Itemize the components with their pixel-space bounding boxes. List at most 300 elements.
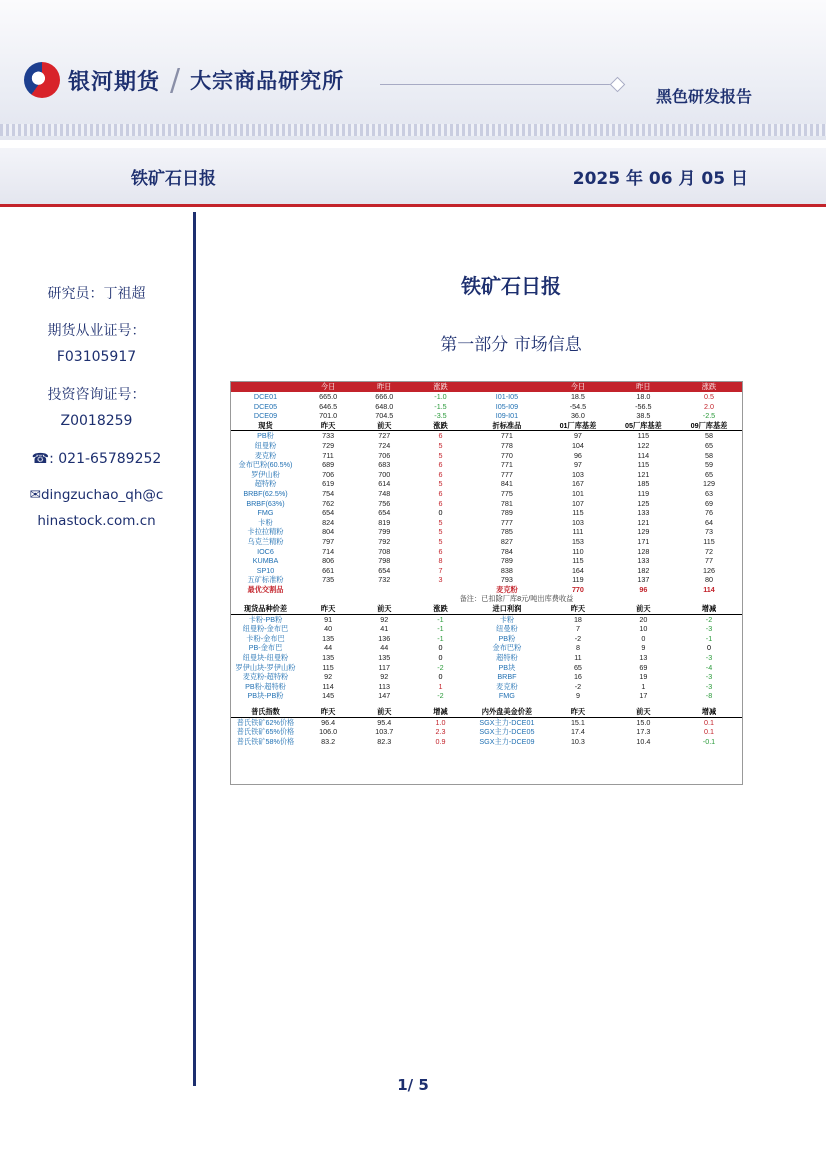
table-cell: -1: [705, 633, 713, 643]
table-cell: 119: [572, 575, 584, 585]
table-cell: [412, 585, 468, 595]
table-cell: 9: [575, 691, 580, 701]
table-cell: 115: [572, 556, 584, 566]
table-row: [231, 663, 742, 673]
table-row: [231, 566, 742, 576]
table-header-row: [231, 382, 742, 392]
email-line-2: hinastock.com.cn: [37, 513, 156, 529]
column-header: 今日: [300, 382, 356, 392]
page-number: 1/ 5: [397, 1076, 429, 1094]
table-cell: 101: [571, 488, 584, 498]
table-cell: -2: [437, 662, 444, 672]
table-cell: 纽曼粉: [254, 440, 277, 450]
table-cell: 113: [378, 681, 391, 691]
table-cell: 777: [500, 517, 513, 527]
table-cell: 97: [573, 460, 582, 470]
table-cell: 103: [571, 469, 584, 479]
table-cell: 789: [500, 556, 513, 566]
table-cell: I01-I05: [495, 392, 519, 401]
table-cell: 97: [573, 431, 582, 441]
table-cell: 182: [637, 565, 650, 575]
table-row: [231, 737, 742, 747]
table-cell: 781: [500, 498, 513, 508]
table-cell: 卡粉: [258, 517, 273, 527]
table-cell: 135: [322, 653, 335, 663]
table-row: [231, 547, 742, 557]
table-cell: 0.1: [704, 717, 714, 727]
table-cell: 770: [571, 584, 584, 594]
note-row: [231, 594, 742, 604]
table-cell: 普氏铁矿65%价格: [236, 727, 295, 737]
table-row: [231, 451, 742, 461]
table-cell: 5: [438, 479, 443, 489]
report-date: 2025 年 06 月 05 日: [572, 169, 748, 189]
table-cell: 麦克粉: [496, 681, 518, 691]
table-cell: 6: [438, 460, 443, 470]
table-row: [231, 634, 742, 644]
table-cell: -1: [437, 624, 444, 634]
table-cell: 798: [378, 556, 391, 566]
table-cell: 827: [500, 536, 513, 546]
table-cell: -8: [705, 691, 713, 701]
table-cell: 129: [637, 527, 650, 537]
table-header-row: [231, 421, 742, 431]
table-cell: 10: [639, 624, 648, 634]
column-header: 前天: [611, 707, 676, 717]
table-row: [231, 470, 742, 480]
table-cell: 706: [322, 469, 335, 479]
table-cell: 706: [378, 450, 391, 460]
table-cell: SGX主力-DCE05: [479, 727, 535, 737]
table-cell: 153: [571, 536, 584, 546]
table-cell: 63: [705, 488, 713, 498]
galaxy-logo-icon: [24, 62, 60, 98]
column-header: 今日: [545, 382, 610, 392]
table-cell: 20: [639, 614, 648, 624]
table-cell: 770: [500, 450, 513, 460]
table-cell: 115: [703, 536, 715, 546]
table-cell: -56.5: [635, 401, 652, 411]
table-cell: -1: [437, 614, 444, 624]
table-cell: 185: [637, 479, 650, 489]
table-row: [231, 624, 742, 634]
table-cell: PB-金布巴: [248, 643, 283, 653]
table-cell: 171: [637, 536, 650, 546]
table-row: [231, 460, 742, 470]
table-cell: BRBF(63%): [246, 498, 285, 508]
table-cell: 133: [637, 508, 650, 518]
table-cell: 0: [438, 643, 443, 653]
table-cell: 96: [573, 450, 582, 460]
table-cell: 麦克粉-超特粉: [242, 672, 289, 682]
table-cell: 654: [322, 508, 335, 518]
table-cell: 1.0: [435, 717, 446, 727]
table-cell: 18.0: [636, 392, 651, 401]
table-cell: 729: [322, 440, 335, 450]
table-cell: 754: [322, 488, 335, 498]
table-cell: 18: [573, 614, 582, 624]
table-cell: 136: [378, 633, 391, 643]
invest-cert: Z0018259: [60, 413, 133, 429]
table-cell: 65: [573, 662, 582, 672]
table-cell: 128: [637, 546, 650, 556]
table-header-row: [231, 707, 742, 717]
table-row: [231, 556, 742, 566]
company-logo: [24, 62, 344, 98]
table-cell: [356, 585, 412, 595]
table-cell: 58: [705, 431, 713, 441]
table-cell: 115: [572, 508, 584, 518]
table-cell: 733: [322, 431, 335, 441]
table-row: [231, 402, 742, 412]
table-cell: 167: [571, 479, 584, 489]
table-cell: 卡粉: [499, 614, 515, 624]
table-cell: 9: [641, 643, 646, 653]
table-cell: 646.5: [319, 401, 338, 411]
table-row: [231, 489, 742, 499]
table-cell: BRBF(62.5%): [243, 488, 288, 498]
table-cell: 69: [705, 498, 713, 508]
table-cell: 0.9: [435, 736, 446, 746]
table-cell: 69: [639, 662, 648, 672]
document-title: 铁矿石日报: [461, 274, 561, 298]
table-cell: 36.0: [570, 411, 585, 421]
table-cell: 纽曼粉-金布巴: [242, 624, 289, 634]
table-cell: 83.2: [321, 736, 336, 746]
column-header: 前天: [356, 604, 412, 614]
table-cell: SGX主力-DCE09: [479, 736, 535, 746]
column-header: 涨跌: [676, 382, 742, 392]
table-row: [231, 653, 742, 663]
table-cell: 115: [637, 460, 650, 470]
table-cell: 40: [324, 624, 333, 634]
table-cell: 92: [380, 614, 389, 624]
table-cell: -1.5: [434, 401, 447, 411]
table-cell: 819: [378, 517, 391, 527]
table-cell: 91: [324, 614, 333, 624]
table-cell: 普氏铁矿58%价格: [236, 736, 295, 746]
table-cell: 5: [438, 440, 443, 450]
table-cell: 纽曼块-纽曼粉: [242, 653, 289, 663]
table-cell: 5: [438, 450, 443, 460]
table-cell: I05-I09: [495, 401, 519, 411]
table-cell: 44: [324, 643, 333, 653]
column-header: 前天: [356, 707, 412, 717]
table-cell: 838: [500, 565, 513, 575]
table-cell: 137: [637, 575, 650, 585]
table-cell: 775: [500, 488, 513, 498]
table-cell: 卡粉-PB粉: [248, 614, 283, 624]
table-row: [231, 537, 742, 547]
table-cell: 8: [438, 556, 443, 566]
table-cell: -0.1: [702, 736, 716, 746]
table-cell: 罗伊山块-罗伊山粉: [235, 662, 296, 672]
table-cell: FMG: [498, 691, 515, 701]
table-cell: -1.0: [434, 392, 447, 401]
table-cell: 0: [438, 653, 443, 663]
table-cell: 6: [438, 546, 443, 556]
table-row: [231, 717, 742, 727]
table-cell: 111: [572, 527, 584, 537]
table-cell: 661: [322, 565, 335, 575]
table-cell: 卡粉-金布巴: [246, 633, 285, 643]
column-header: 增减: [412, 707, 468, 717]
table-row: [231, 682, 742, 692]
table-cell: 6: [438, 488, 443, 498]
table-cell: DCE09: [253, 411, 278, 421]
table-cell: 麦克粉: [496, 584, 518, 594]
email-line-1: ✉dingzuchao_qh@c: [29, 487, 164, 503]
table-cell: 724: [378, 440, 391, 450]
table-cell: SP10: [256, 565, 275, 575]
table-cell: 15.1: [570, 717, 585, 727]
table-cell: 80: [705, 575, 713, 585]
table-cell: 96.4: [321, 717, 336, 727]
table-cell: 5: [438, 536, 443, 546]
table-cell: 735: [322, 575, 335, 585]
table-cell: 104: [571, 440, 584, 450]
table-cell: 金布巴粉(60.5%): [238, 460, 293, 470]
table-cell: 7: [575, 624, 580, 634]
column-header: 增减: [676, 604, 742, 614]
header-stripes: [0, 124, 826, 136]
table-cell: 806: [322, 556, 335, 566]
table-cell: 6: [438, 469, 443, 479]
table-cell: 卡拉拉精粉: [247, 527, 284, 537]
column-header: 昨天: [545, 707, 610, 717]
table-cell: 129: [703, 479, 715, 489]
table-cell: KUMBA: [252, 556, 279, 566]
column-header: 前天: [356, 421, 412, 431]
table-cell: 11: [574, 653, 582, 663]
table-cell: 0: [641, 633, 646, 643]
table-cell: 106.0: [319, 727, 338, 737]
table-cell: 82.3: [377, 736, 392, 746]
table-cell: 824: [322, 517, 335, 527]
table-cell: 110: [572, 546, 584, 556]
table-cell: 0: [438, 672, 443, 682]
table-cell: 41: [380, 624, 389, 634]
report-title: 铁矿石日报: [131, 169, 216, 189]
table-cell: 126: [703, 565, 715, 575]
table-cell: 超特粉: [496, 653, 518, 663]
table-cell: 纽曼粉: [496, 624, 518, 634]
table-cell: 103.7: [375, 727, 394, 737]
table-cell: 121: [637, 469, 650, 479]
table-cell: 689: [322, 460, 335, 470]
table-cell: 125: [637, 498, 650, 508]
table-cell: 38.5: [636, 411, 651, 421]
table-cell: 114: [703, 584, 715, 594]
table-cell: 107: [571, 498, 584, 508]
best-delivery-label: 最优交割品: [247, 584, 284, 594]
table-cell: FMG: [257, 508, 274, 518]
table-cell: PB粉: [498, 633, 516, 643]
table-cell: 793: [500, 575, 513, 585]
table-row: [231, 691, 742, 701]
column-header: 现货: [231, 421, 300, 431]
table-cell: 58: [705, 450, 713, 460]
table-cell: 10.3: [570, 736, 585, 746]
table-cell: 804: [322, 527, 335, 537]
title-bar-rule: [0, 204, 826, 207]
table-cell: 147: [378, 691, 391, 701]
table-row: [231, 479, 742, 489]
table-cell: 96: [639, 584, 648, 594]
table-cell: 122: [637, 440, 650, 450]
table-cell: 133: [637, 556, 650, 566]
table-cell: -3: [705, 672, 713, 682]
table-cell: -3: [705, 681, 713, 691]
table-cell: [300, 585, 356, 595]
table-cell: 683: [378, 460, 391, 470]
table-cell: 6: [438, 498, 443, 508]
table-cell: 五矿标准粉: [247, 575, 284, 585]
table-note: 备注：已扣除厂库8元/吨出库费收益: [459, 594, 574, 604]
table-cell: 797: [322, 536, 335, 546]
table-cell: 超特粉: [254, 479, 277, 489]
report-type: 黑色研发报告: [655, 87, 752, 106]
table-cell: 3: [438, 575, 443, 585]
table-cell: 164: [571, 565, 584, 575]
column-header: 昨日: [356, 382, 412, 392]
table-cell: 666.0: [375, 392, 394, 401]
table-cell: 1: [641, 681, 646, 691]
table-cell: -3: [705, 624, 713, 634]
table-cell: 72: [705, 546, 713, 556]
table-cell: 648.0: [375, 401, 394, 411]
table-row: [231, 441, 742, 451]
table-cell: 19: [639, 672, 648, 682]
column-header: 昨天: [545, 604, 610, 614]
column-header: 折标准品: [469, 421, 546, 431]
table-cell: 711: [322, 450, 334, 460]
table-row: [231, 527, 742, 537]
table-cell: -2: [437, 691, 444, 701]
table-cell: PB粉: [257, 431, 274, 441]
table-cell: 799: [378, 527, 391, 537]
table-cell: -54.5: [569, 401, 587, 411]
market-table: [230, 381, 743, 785]
table-cell: 7: [438, 565, 443, 575]
table-cell: -4: [705, 662, 713, 672]
table-cell: 17: [639, 691, 648, 701]
researcher: 研究员：丁祖超: [47, 286, 146, 302]
table-cell: 135: [378, 653, 391, 663]
company-name: 银河期货: [68, 69, 161, 95]
table-cell: 5: [438, 517, 443, 527]
table-cell: -1: [437, 633, 444, 643]
table-cell: 麦克粉: [254, 450, 277, 460]
table-cell: 92: [380, 672, 389, 682]
column-header: 涨跌: [412, 604, 468, 614]
table-cell: 145: [322, 691, 335, 701]
table-row: [231, 643, 742, 653]
table-cell: 777: [500, 469, 513, 479]
table-cell: 778: [500, 440, 513, 450]
column-header: 涨跌: [412, 421, 468, 431]
column-header: 01厂库基差: [545, 421, 610, 431]
table-cell: 103: [571, 517, 584, 527]
table-cell: 16: [573, 672, 582, 682]
table-cell: IOC6: [257, 546, 274, 556]
table-cell: 92: [324, 672, 333, 682]
table-cell: I09-I01: [495, 411, 519, 421]
column-header: 昨天: [300, 604, 356, 614]
table-cell: 654: [378, 565, 391, 575]
table-cell: 700: [378, 469, 391, 479]
table-cell: 0: [438, 508, 443, 518]
table-cell: 748: [378, 488, 391, 498]
table-cell: 665.0: [319, 392, 338, 401]
table-cell: 乌克兰精粉: [247, 536, 284, 546]
table-cell: 732: [378, 575, 391, 585]
column-header: 进口利润: [469, 604, 546, 614]
table-cell: 654: [378, 508, 391, 518]
table-cell: 701.0: [319, 411, 338, 421]
table-cell: 619: [322, 479, 335, 489]
table-cell: 0.1: [704, 727, 714, 737]
table-cell: 5: [438, 527, 443, 537]
column-header: 内外盘美金价差: [469, 707, 546, 717]
table-row: [231, 392, 742, 402]
section-title: 第一部分 市场信息: [440, 335, 582, 355]
table-row: [231, 411, 742, 421]
table-cell: 罗伊山粉: [251, 469, 280, 479]
table-cell: 64: [705, 517, 713, 527]
table-cell: 714: [322, 546, 335, 556]
table-cell: 841: [500, 479, 513, 489]
table-cell: 17.4: [570, 727, 585, 737]
table-cell: -2: [574, 681, 582, 691]
table-cell: 789: [500, 508, 513, 518]
table-cell: 73: [705, 527, 713, 537]
table-cell: 708: [378, 546, 391, 556]
institute-name: 大宗商品研究所: [190, 69, 345, 93]
table-cell: -3.5: [434, 411, 447, 421]
table-row: [231, 518, 742, 528]
table-cell: BRBF: [497, 672, 517, 682]
column-header: 05厂库基差: [611, 421, 676, 431]
market-data-table: [231, 382, 742, 746]
column-header: 普氏指数: [231, 707, 300, 717]
table-cell: 95.4: [377, 717, 392, 727]
table-row: [231, 672, 742, 682]
column-header: 增减: [676, 707, 742, 717]
table-cell: 785: [500, 527, 513, 537]
table-cell: 117: [378, 662, 391, 672]
table-cell: 13: [639, 653, 648, 663]
table-cell: 114: [322, 681, 334, 691]
table-cell: 756: [378, 498, 391, 508]
table-cell: 115: [322, 662, 334, 672]
table-row: [231, 614, 742, 624]
table-cell: -2: [705, 614, 713, 624]
table-cell: 1: [438, 681, 443, 691]
header-deco-line: [380, 84, 616, 85]
table-cell: 65: [705, 469, 713, 479]
table-row: [231, 727, 742, 737]
table-cell: -2.5: [702, 411, 716, 421]
table-cell: 704.5: [375, 411, 394, 421]
table-cell: 771: [500, 460, 513, 470]
column-header: 09厂库基差: [676, 421, 742, 431]
table-cell: 10.4: [636, 736, 651, 746]
table-cell: 762: [322, 498, 335, 508]
table-cell: 18.5: [570, 392, 585, 401]
table-cell: SGX主力-DCE01: [479, 717, 535, 727]
table-cell: 792: [378, 536, 391, 546]
